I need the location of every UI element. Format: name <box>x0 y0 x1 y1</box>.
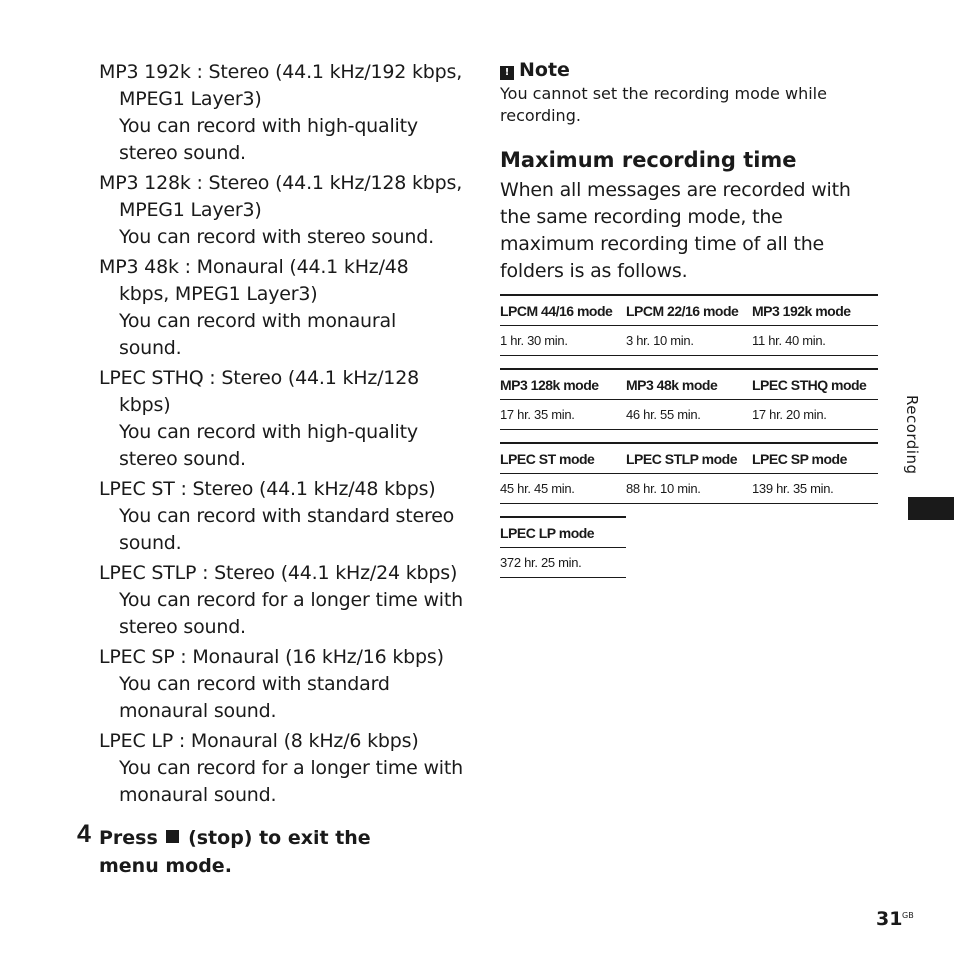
table-header-row <box>500 368 878 400</box>
mode-description: You can record for a longer time with monaural sound. <box>119 757 463 806</box>
mode-description: You can record with standard monaural sound. <box>119 673 390 722</box>
table-block <box>500 368 878 430</box>
table-cell: 17 hr. 20 min. <box>752 407 827 422</box>
mode-item-mp3-192k <box>99 59 464 167</box>
mode-item-lpec-lp <box>99 728 464 809</box>
mode-description: You can record with standard stereo sound. <box>119 505 455 554</box>
table-header-row <box>500 442 878 474</box>
table-row <box>500 400 878 430</box>
mode-title: LPEC ST : Stereo (44.1 kHz/48 kbps) <box>99 478 436 500</box>
mode-item-mp3-48k <box>99 254 464 362</box>
mode-title: LPEC STHQ : Stereo (44.1 kHz/128 kbps) <box>99 367 419 416</box>
table-cell: 88 hr. 10 min. <box>626 481 701 496</box>
stop-icon <box>166 830 179 843</box>
right-column <box>500 58 880 285</box>
table-cell: 45 hr. 45 min. <box>500 481 575 496</box>
table-header-cell: LPEC STLP mode <box>626 450 737 467</box>
table-header-cell: LPCM 22/16 mode <box>626 302 739 319</box>
step-text-after: (stop) to exit the menu mode. <box>99 827 371 877</box>
mode-description: You can record with high-quality stereo sound. <box>119 421 418 470</box>
mode-title: LPEC LP : Monaural (8 kHz/6 kbps) <box>99 730 419 752</box>
table-cell: 46 hr. 55 min. <box>626 407 701 422</box>
table-header-cell: LPCM 44/16 mode <box>500 302 613 319</box>
table-cell: 3 hr. 10 min. <box>626 333 694 348</box>
table-header-row <box>500 294 878 326</box>
note-title: Note <box>519 59 570 81</box>
mode-title: MP3 48k : Monaural (44.1 kHz/48 kbps, MPEG1 Layer3) <box>99 256 409 305</box>
table-header-cell: LPEC SP mode <box>752 450 847 467</box>
section-heading: Maximum recording time <box>500 148 797 172</box>
table-header-cell: MP3 192k mode <box>752 302 851 319</box>
table-block <box>500 516 626 578</box>
table-header-cell: LPEC ST mode <box>500 450 595 467</box>
mode-description: You can record with stereo sound. <box>119 226 434 248</box>
note-text: You cannot set the recording mode while recording. <box>500 84 827 125</box>
mode-title: MP3 128k : Stereo (44.1 kHz/128 kbps, MPEG1 Layer3) <box>99 172 463 221</box>
step-instruction <box>99 824 419 880</box>
table-cell: 11 hr. 40 min. <box>752 333 826 348</box>
table-cell: 1 hr. 30 min. <box>500 333 568 348</box>
section-tab-marker <box>908 497 954 520</box>
mode-description: You can record with high-quality stereo sound. <box>119 115 418 164</box>
note-icon: ! <box>500 66 514 80</box>
table-row <box>500 326 878 356</box>
step-number: 4 <box>77 820 91 848</box>
page-number: 31 <box>876 908 903 930</box>
recording-time-table <box>500 294 878 590</box>
table-cell: 17 hr. 35 min. <box>500 407 575 422</box>
page-region-code: GB <box>902 911 914 920</box>
table-row <box>500 474 878 504</box>
table-header-row <box>500 516 626 548</box>
mode-item-mp3-128k <box>99 170 464 251</box>
mode-item-lpec-sthq <box>99 365 464 473</box>
mode-title: LPEC SP : Monaural (16 kHz/16 kbps) <box>99 646 444 668</box>
step-text-before: Press <box>99 827 158 849</box>
mode-item-lpec-stlp <box>99 560 464 641</box>
table-cell: 372 hr. 25 min. <box>500 555 582 570</box>
table-cell: 139 hr. 35 min. <box>752 481 834 496</box>
table-header-cell: LPEC STHQ mode <box>752 376 867 393</box>
recording-mode-list <box>99 59 464 812</box>
mode-description: You can record with monaural sound. <box>119 310 397 359</box>
table-header-cell: MP3 128k mode <box>500 376 599 393</box>
mode-title: MP3 192k : Stereo (44.1 kHz/192 kbps, MPEG1 Layer3) <box>99 61 463 110</box>
table-block <box>500 442 878 504</box>
mode-description: You can record for a longer time with stereo sound. <box>119 589 463 638</box>
note-heading <box>500 58 880 82</box>
mode-title: LPEC STLP : Stereo (44.1 kHz/24 kbps) <box>99 562 458 584</box>
mode-item-lpec-st <box>99 476 464 557</box>
table-header-cell: LPEC LP mode <box>500 524 595 541</box>
section-tab-label: Recording <box>903 395 921 475</box>
mode-item-lpec-sp <box>99 644 464 725</box>
table-header-cell: MP3 48k mode <box>626 376 718 393</box>
table-row <box>500 548 626 578</box>
table-block <box>500 294 878 356</box>
section-body: When all messages are recorded with the same recording mode, the maximum recording time of all the folders is as follows. <box>500 179 851 282</box>
